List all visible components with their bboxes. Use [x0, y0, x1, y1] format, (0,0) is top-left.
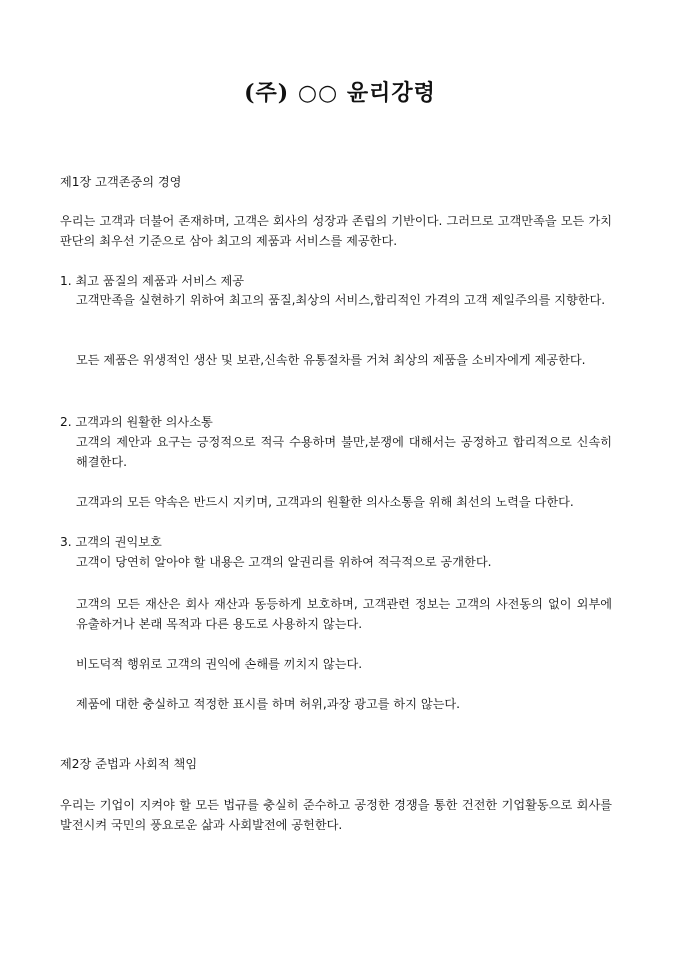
section-2-paragraph-1: 고객의 제안과 요구는 긍정적으로 적극 수용하며 불만,분쟁에 대해서는 공정하고 합리적으로 신속히 해결한다. — [76, 435, 612, 469]
section-3-heading: 3. 고객의 권익보호 — [60, 535, 162, 549]
section-3-paragraph-4: 제품에 대한 충실하고 적정한 표시를 하며 허위,과장 광고를 하지 않는다. — [76, 697, 461, 711]
section-3-paragraph-1: 고객이 당연히 알아야 할 내용은 고객의 알권리를 위하여 적극적으로 공개한다. — [76, 555, 492, 569]
document-title: (주) ○○ 윤리강령 — [244, 80, 436, 106]
section-3-paragraph-3: 비도덕적 행위로 고객의 권익에 손해를 끼치지 않는다. — [76, 657, 363, 671]
section-1-paragraph-2: 모든 제품은 위생적인 생산 및 보관,신속한 유통절차를 거쳐 최상의 제품을 소비자에게 제공한다. — [76, 353, 586, 367]
chapter2-heading: 제2장 준법과 사회적 책임 — [60, 757, 198, 771]
chapter1-intro: 우리는 고객과 더불어 존재하며, 고객은 회사의 성장과 존립의 기반이다. 그러므로 고객만족을 모든 가치판단의 최우선 기준으로 삼아 최고의 제품과 서비스를 제공한다. — [60, 214, 612, 248]
section-3-paragraph-2: 고객의 모든 재산은 회사 재산과 동등하게 보호하며, 고객관련 정보는 고객의 사전동의 없이 외부에 유출하거나 본래 목적과 다른 용도로 사용하지 않는다. — [76, 597, 612, 631]
section-2-paragraph-2: 고객과의 모든 약속은 반드시 지키며, 고객과의 원활한 의사소통을 위해 최선의 노력을 다한다. — [76, 495, 574, 509]
section-1-heading: 1. 최고 품질의 제품과 서비스 제공 — [60, 274, 245, 288]
chapter2-intro: 우리는 기업이 지켜야 할 모든 법규를 충실히 준수하고 공정한 경쟁을 통한 건전한 기업활동으로 회사를 발전시켜 국민의 풍요로운 삶과 사회발전에 공헌한다. — [60, 798, 612, 832]
section-2-heading: 2. 고객과의 원활한 의사소통 — [60, 415, 213, 429]
section-1-paragraph-1: 고객만족을 실현하기 위하여 최고의 품질,최상의 서비스,합리적인 가격의 고객 제일주의를 지향한다. — [76, 293, 606, 307]
chapter1-heading: 제1장 고객존중의 경영 — [60, 175, 182, 189]
